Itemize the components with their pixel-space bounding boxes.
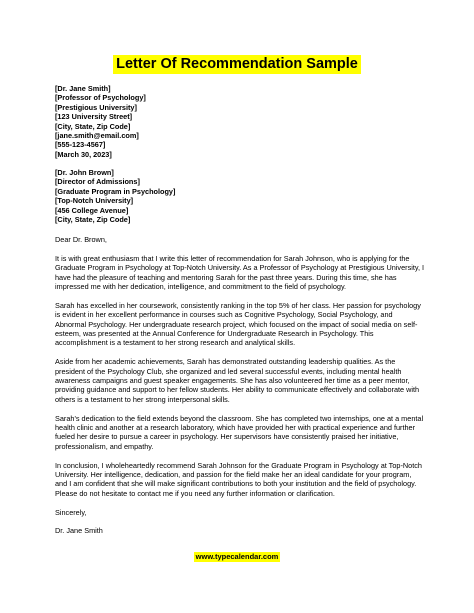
sender-line: [March 30, 2023] <box>55 149 112 159</box>
sender-line: [123 University Street] <box>55 112 133 122</box>
footer-link[interactable]: www.typecalendar.com <box>195 552 279 561</box>
letter-body <box>55 235 425 545</box>
recipient-line: [456 College Avenue] <box>55 205 129 215</box>
salutation: Dear Dr. Brown, <box>55 235 107 244</box>
sender-line: [Professor of Psychology] <box>55 93 146 103</box>
sender-line: [City, State, Zip Code] <box>55 121 131 131</box>
sender-line: [Dr. Jane Smith] <box>55 84 111 93</box>
signature: Dr. Jane Smith <box>55 526 103 536</box>
recipient-address <box>55 168 425 224</box>
recipient-line: [Graduate Program in Psychology] <box>55 186 176 196</box>
body-paragraph: It is with great enthusiasm that I write this letter of recommendation for Sarah Johnson, who is applying for the Graduate Program in Psychology at Top-Notch University. As a Professor of Psychology at Prestigious University, I have had the pleasure of teaching and mentoring Sarah for the past three years. During this time, she has impressed me with her dedication, intelligence, and commitment to the field of psychology. <box>55 253 425 292</box>
recipient-line: [Top-Notch University] <box>55 196 134 206</box>
sender-line: [jane.smith@email.com] <box>55 131 139 141</box>
sender-line: [Prestigious University] <box>55 102 137 112</box>
body-paragraph: In conclusion, I wholeheartedly recommend Sarah Johnson for the Graduate Program in Psychology at Top-Notch University. Her intelligence, dedication, and passion for the field make her an ideal candidate for your program, and I am confident that she will make significant contributions to both your institution and the field of psychology. Please do not hesitate to contact me if you need any further information or clarification. <box>55 460 422 498</box>
page-title: Letter Of Recommendation Sample <box>113 55 361 74</box>
sender-address <box>55 84 425 159</box>
recipient-line: [City, State, Zip Code] <box>55 215 131 225</box>
recipient-line: [Dr. John Brown] <box>55 168 114 177</box>
body-paragraph: Sarah's dedication to the field extends beyond the classroom. She has completed two internships, one at a mental health clinic and another at a research laboratory, which have provided her with practical experience and further fueled her desire to pursue a career in psychology. Her supervisors have consistently praised her initiative, professionalism, and empathy. <box>55 413 424 451</box>
title-wrap <box>0 55 474 74</box>
body-paragraph: Aside from her academic achievements, Sarah has demonstrated outstanding leadership qualities. As the president of the Psychology Club, she organized and led several successful events, including mental health awareness campaigns and guest speaker engagements. She has also volunteered her time as a peer mentor, providing guidance and support to her fellow students. Her ability to communicate effectively and collaborate with others is a testament to her strong interpersonal skills. <box>55 357 420 404</box>
sender-line: [555-123-4567] <box>55 140 106 150</box>
footer-wrap <box>0 546 474 564</box>
closing: Sincerely, <box>55 507 87 517</box>
recipient-line: [Director of Admissions] <box>55 177 140 187</box>
body-paragraph: Sarah has excelled in her coursework, consistently ranking in the top 5% of her class. Her passion for psychology is evident in her excellent performance in courses such as Cognitive Psychology, Social Psychology, and Abnormal Psychology. Her undergraduate research project, which focused on the impact of social media on self-esteem, was presented at the Annual Conference for Undergraduate Research in Psychology. This accomplishment is a testament to her strong research and analytical skills. <box>55 300 421 348</box>
